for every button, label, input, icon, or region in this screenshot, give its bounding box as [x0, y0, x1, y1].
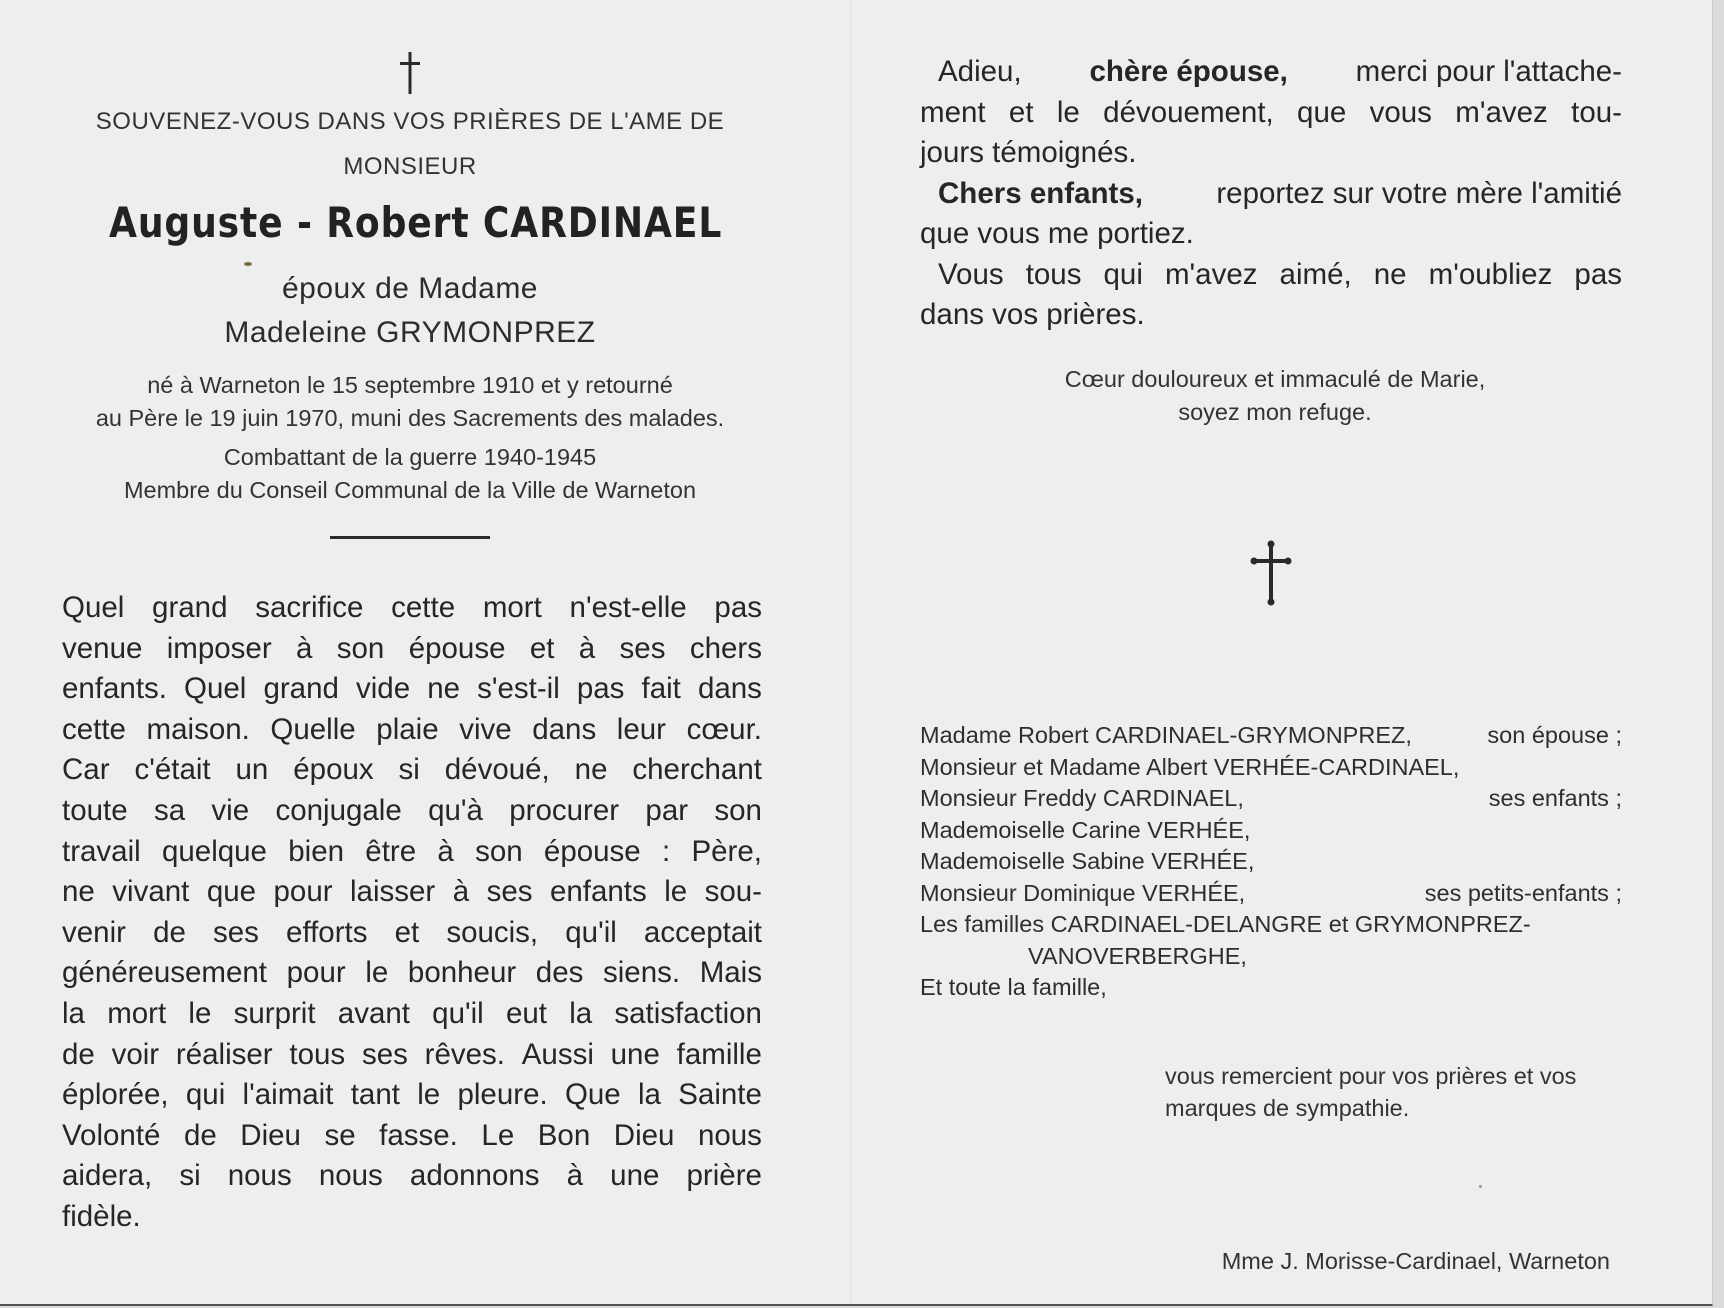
word: à	[452, 875, 470, 909]
word: m'avez	[1164, 257, 1258, 291]
word: épouse	[408, 631, 506, 665]
prayer-line-1: Cœur douloureux et immaculé de Marie,	[1064, 366, 1486, 392]
word: le	[1056, 95, 1080, 129]
family-name: Monsieur Freddy CARDINAEL,	[920, 785, 1244, 811]
word: maison.	[146, 712, 250, 746]
family-row	[920, 972, 1622, 1004]
word: qui	[1103, 257, 1143, 291]
word: un	[235, 753, 269, 787]
word: surprit	[233, 996, 316, 1030]
word: pleure.	[457, 1078, 548, 1112]
birth-line-2: au Père le 19 juin 1970, muni des Sacrements des malades.	[95, 405, 725, 431]
word: Que	[564, 1078, 621, 1112]
word: Volonté	[62, 1118, 161, 1152]
word: ses	[213, 915, 259, 949]
word: vivant	[112, 875, 190, 909]
word: et	[1008, 95, 1034, 129]
word: dévouement,	[1103, 95, 1274, 129]
family-row	[920, 878, 1622, 910]
word: adonnons	[409, 1159, 540, 1193]
eulogy-text	[62, 588, 762, 1238]
farewell-line-6	[920, 255, 1622, 296]
word: Quel	[62, 591, 125, 624]
thanks-text	[1165, 1060, 1576, 1124]
word: l'aimait	[242, 1078, 334, 1112]
eulogy-line	[62, 994, 762, 1035]
eulogy-line	[62, 1156, 762, 1197]
family-row	[920, 909, 1622, 941]
word: la	[638, 1078, 661, 1112]
word: réaliser	[175, 1037, 273, 1071]
word: tant	[350, 1078, 400, 1112]
word: le	[664, 875, 688, 909]
word: qu'il	[432, 996, 484, 1030]
word: vide	[355, 672, 411, 706]
farewell-line-4	[920, 174, 1622, 215]
farewell-word: merci pour l'attache-	[1355, 55, 1622, 88]
word: être	[365, 834, 417, 868]
word: si	[398, 753, 420, 787]
word: mort	[107, 996, 167, 1030]
farewell-line-7: dans vos prières.	[920, 298, 1145, 331]
word: des	[535, 956, 584, 990]
word: tous	[289, 1037, 346, 1071]
word: se	[324, 1118, 356, 1152]
word: épouse	[543, 834, 641, 868]
word: ses	[361, 1037, 408, 1071]
word: vie	[211, 793, 250, 827]
word: et	[529, 631, 555, 665]
word: cette	[391, 591, 456, 624]
word: ne	[1373, 257, 1407, 291]
eulogy-line	[62, 1116, 762, 1157]
farewell-text	[920, 52, 1622, 336]
word: ment	[920, 95, 986, 129]
family-name: Mademoiselle Sabine VERHÉE,	[920, 848, 1255, 874]
word: pas	[1574, 257, 1622, 291]
word: son	[714, 793, 762, 827]
word: dévoué,	[444, 753, 550, 787]
farewell-line-5: que vous me portiez.	[920, 217, 1194, 250]
word: de	[62, 1037, 95, 1071]
word: bien	[288, 834, 345, 868]
word: mort	[482, 591, 542, 624]
word: rêves.	[424, 1037, 505, 1071]
word: chers	[689, 631, 762, 665]
eulogy-line	[62, 669, 762, 710]
word: cœur.	[686, 712, 762, 746]
word: Aussi	[521, 1037, 594, 1071]
word: :	[661, 834, 671, 868]
word: par	[645, 793, 689, 827]
word: sa	[153, 793, 186, 827]
word: venir	[62, 915, 126, 949]
word: la	[569, 996, 593, 1030]
word: c'était	[134, 753, 211, 787]
word: bonheur	[407, 956, 517, 990]
word: tou-	[1571, 95, 1622, 129]
family-row	[920, 752, 1622, 784]
eulogy-line	[62, 1075, 762, 1116]
role-line-1: Combattant de la guerre 1940-1945	[223, 444, 597, 470]
word: imposer	[166, 631, 272, 665]
eulogy-line	[62, 710, 762, 751]
word: Dieu	[613, 1118, 675, 1152]
word: vive	[459, 712, 512, 746]
word: efforts	[286, 915, 368, 949]
word: Quel	[184, 672, 247, 706]
word: que	[206, 875, 257, 909]
word: ses	[619, 631, 666, 665]
word: toute	[62, 793, 128, 827]
card-fold	[850, 0, 852, 1304]
word: dans	[697, 672, 762, 706]
ink-spot	[244, 262, 252, 266]
eulogy-line	[62, 872, 762, 913]
word: siens.	[603, 956, 681, 990]
word: une	[610, 1037, 660, 1071]
farewell-emphasis: chère épouse,	[1089, 55, 1288, 88]
spouse-line-2: Madeleine GRYMONPREZ	[224, 316, 596, 349]
family-name: Madame Robert CARDINAEL-GRYMONPREZ,	[920, 722, 1412, 748]
word: le	[365, 956, 389, 990]
word: fait	[641, 672, 681, 706]
word: m'oubliez	[1428, 257, 1553, 291]
word: s'est-il	[477, 672, 560, 706]
family-row	[920, 846, 1622, 878]
birth-line-1: né à Warneton le 15 septembre 1910 et y retourné	[147, 372, 673, 398]
eulogy-line	[62, 1035, 762, 1076]
word: sou-	[704, 875, 762, 909]
deceased-name: Auguste - Robert CARDINAEL	[109, 198, 723, 247]
word: laisser	[350, 875, 436, 909]
word: pour	[273, 875, 333, 909]
word: grand	[152, 591, 228, 624]
word: quelque	[161, 834, 267, 868]
family-name: Monsieur Dominique VERHÉE,	[920, 879, 1246, 906]
word: son	[336, 631, 385, 665]
word: avant	[337, 996, 410, 1030]
word: cette	[62, 712, 126, 746]
eulogy-line: fidèle.	[62, 1199, 141, 1233]
word: eut	[505, 996, 547, 1030]
word: Sainte	[678, 1078, 762, 1112]
word: prière	[686, 1159, 762, 1193]
word: le	[188, 996, 212, 1030]
eulogy-line	[62, 953, 762, 994]
word: Quelle	[270, 712, 356, 746]
word: enfants.	[62, 672, 167, 706]
word: enfants	[549, 875, 647, 909]
word: procurer	[509, 793, 620, 827]
family-row	[920, 783, 1622, 815]
word: soucis,	[446, 915, 539, 949]
word: sacrifice	[255, 591, 364, 624]
word: éplorée,	[62, 1078, 169, 1112]
word: pour	[286, 956, 346, 990]
word: Dieu	[240, 1118, 301, 1152]
word: nous	[697, 1118, 762, 1152]
word: voir	[111, 1037, 160, 1071]
word: la	[62, 996, 85, 1030]
word: Vous	[938, 257, 1004, 291]
farewell-line-1	[920, 52, 1622, 93]
word: m'avez	[1455, 95, 1548, 129]
word: satisfaction	[614, 996, 762, 1030]
family-list	[920, 720, 1622, 1004]
word: époux	[293, 753, 374, 787]
word: ne	[62, 875, 95, 909]
word: qui	[185, 1078, 226, 1112]
word: pas	[576, 672, 625, 706]
word: Car	[62, 753, 110, 787]
word: à	[578, 631, 596, 665]
paper-speck	[1479, 1185, 1482, 1188]
word: vous	[1369, 95, 1432, 129]
word: à	[296, 631, 313, 665]
family-name: Les familles CARDINAEL-DELANGRE et GRYMONPREZ-	[920, 911, 1531, 937]
farewell-word: Adieu,	[938, 55, 1022, 88]
word: ne	[427, 672, 461, 706]
farewell-line-2	[920, 93, 1622, 134]
word: à	[566, 1159, 584, 1193]
family-row	[920, 941, 1622, 973]
word: qu'à	[428, 793, 483, 827]
word: le	[417, 1078, 441, 1112]
spouse-line-1: époux de Madame	[282, 272, 538, 305]
word: nous	[227, 1159, 292, 1193]
family-row	[920, 815, 1622, 847]
printer-credit: Mme J. Morisse-Cardinael, Warneton	[1221, 1248, 1610, 1274]
family-name: Et toute la famille,	[920, 974, 1107, 1000]
word: de	[183, 1118, 217, 1152]
word: à	[437, 834, 454, 868]
word: travail	[62, 834, 141, 868]
word: aidera,	[62, 1159, 153, 1193]
ornate-cross-icon	[1250, 540, 1292, 606]
family-relation: ses enfants ;	[1488, 785, 1622, 811]
word: pas	[714, 591, 762, 624]
thanks-line-1: vous remercient pour vos prières et vos	[1165, 1063, 1577, 1089]
word: une	[610, 1159, 660, 1193]
family-relation: son épouse ;	[1487, 722, 1622, 748]
role-line-2: Membre du Conseil Communal de la Ville de Warneton	[123, 477, 697, 503]
thanks-line-2: marques de sympathie.	[1165, 1095, 1410, 1121]
word: nous	[318, 1159, 383, 1193]
word: plaie	[376, 712, 439, 746]
word: conjugale	[275, 793, 402, 827]
word: ses	[486, 875, 533, 909]
word: tous	[1025, 257, 1082, 291]
word: fasse.	[379, 1118, 458, 1152]
family-name: VANOVERBERGHE,	[1028, 942, 1247, 969]
word: dans	[532, 712, 597, 746]
word: grand	[263, 672, 339, 706]
eulogy-line	[62, 791, 762, 832]
prayer-line-2: soyez mon refuge.	[1178, 399, 1372, 425]
eulogy-line	[62, 588, 762, 629]
eulogy-line	[62, 629, 762, 670]
word: son	[475, 834, 523, 868]
word: généreusement	[62, 956, 268, 990]
remember-line-2: MONSIEUR	[343, 153, 477, 180]
word: ne	[574, 753, 608, 787]
word: Mais	[699, 956, 762, 990]
family-name: Monsieur et Madame Albert VERHÉE-CARDINAEL,	[920, 753, 1460, 780]
word: cherchant	[632, 753, 762, 787]
word: venue	[62, 631, 143, 665]
word: famille	[676, 1037, 762, 1071]
cross-icon	[398, 52, 422, 94]
word: Bon	[537, 1118, 591, 1152]
farewell-line-3: jours témoignés.	[920, 136, 1137, 169]
word: n'est-elle	[569, 591, 687, 624]
eulogy-line	[62, 913, 762, 954]
word: qu'il	[565, 915, 617, 949]
word: Père,	[691, 834, 762, 868]
word: que	[1297, 95, 1347, 129]
word: acceptait	[643, 915, 762, 949]
word: si	[179, 1159, 201, 1193]
farewell-emphasis: Chers enfants,	[938, 176, 1143, 210]
eulogy-line	[62, 750, 762, 791]
eulogy-line	[62, 832, 762, 873]
word: de	[153, 915, 186, 949]
family-name: Mademoiselle Carine VERHÉE,	[920, 816, 1251, 843]
divider	[330, 536, 490, 539]
remember-line-1: SOUVENEZ-VOUS DANS VOS PRIÈRES DE L'AME DE	[95, 108, 725, 135]
word: Le	[481, 1118, 515, 1152]
word: leur	[616, 712, 666, 746]
family-row	[920, 720, 1622, 752]
word: et	[394, 915, 420, 949]
family-relation: ses petits-enfants ;	[1424, 879, 1622, 906]
farewell-word: reportez sur votre mère l'amitié	[1216, 176, 1622, 210]
word: aimé,	[1279, 257, 1352, 291]
